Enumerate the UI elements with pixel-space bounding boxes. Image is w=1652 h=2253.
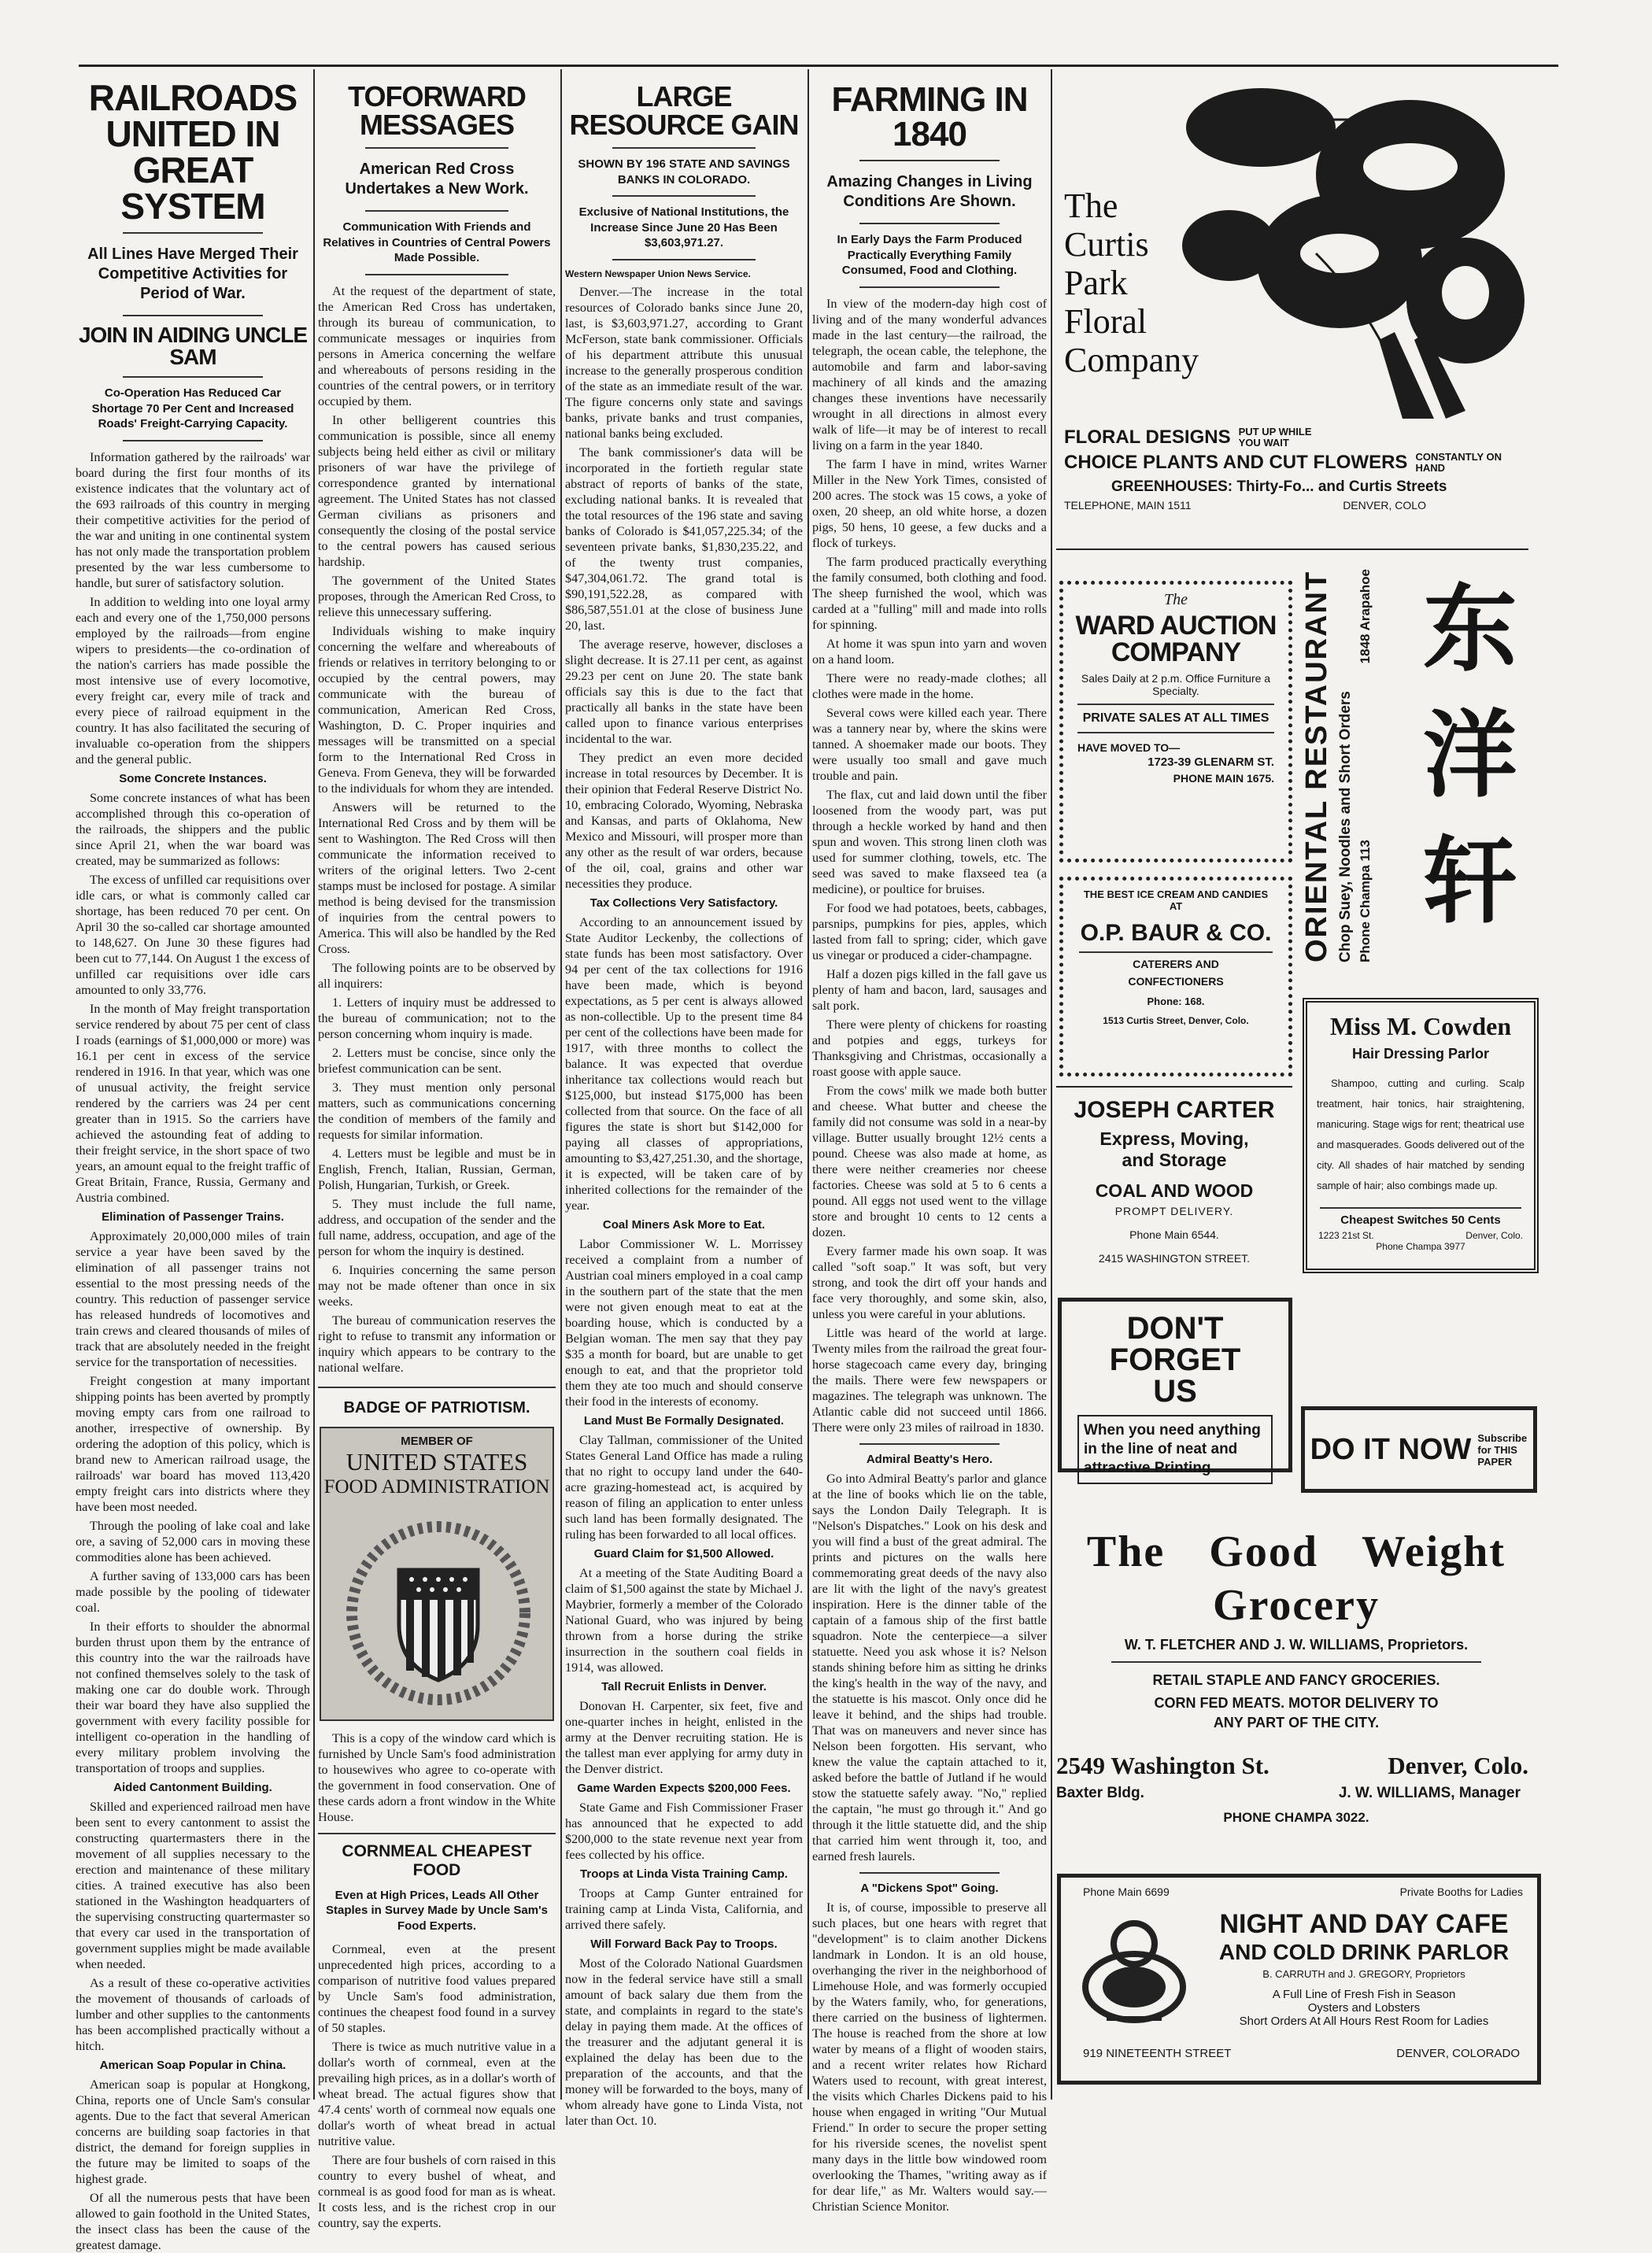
column-3 bbox=[565, 75, 803, 2128]
carter-delivery: PROMPT DELIVERY. bbox=[1114, 1205, 1234, 1217]
article-body bbox=[565, 1565, 803, 1675]
carter-coal: COAL AND WOOD bbox=[1095, 1180, 1254, 1201]
subhead: Game Warden Expects $200,000 Fees. bbox=[577, 1781, 791, 1795]
deck: Even at High Prices, Leads All Other Staples in Survey Made by Uncle Sam's Food Experts. bbox=[325, 1888, 548, 1933]
paragraph: In addition to welding into one loyal army each and every one of the 1,750,000 persons employed by the railroads—from engine wipers to presidents—the co-ordination of the nation's carriers has made possible the most intensive use of every locomotive, every freight car, every mile of track and every piece of railroad equipment in the country. It has also facilitated the securing of invaluable co-operation from the shippers and the general public. bbox=[76, 594, 310, 766]
paragraph: 2. Letters must be concise, since only the briefest communication can be sent. bbox=[318, 1045, 556, 1076]
ad-do-it-now bbox=[1301, 1406, 1537, 1493]
paragraph: Clay Tallman, commissioner of the United States General Land Office has made a ruling that no right to occupy land under the 640-acre grazing-homestead act, is acquired by reason of filing an application to enter unless such land has been formally designated. The ruling has been forwarded to all local offices. bbox=[565, 1432, 803, 1542]
paragraph: The following points are to be observed by all inquirers: bbox=[318, 960, 556, 991]
subhead-cornmeal: CORNMEAL CHEAPEST FOOD bbox=[342, 1841, 532, 1879]
oriental-address: 1848 Arapahoe bbox=[1358, 569, 1373, 664]
cafe-city: DENVER, COLORADO bbox=[1396, 2047, 1520, 2060]
deck: SHOWN BY 196 STATE AND SAVINGS BANKS IN COLORADO. bbox=[578, 157, 790, 187]
subhead: Elimination of Passenger Trains. bbox=[102, 1210, 284, 1224]
shield-emblem bbox=[321, 1507, 556, 1719]
badge-subtitle: FOOD ADMINISTRATION bbox=[323, 1476, 550, 1498]
paragraph: Cornmeal, even at the present unprecedented high prices, according to a comparison of nutritive food values prepared by Uncle Sam's food administration, continues the cheapest food found in a survey of 50 staples. bbox=[318, 1942, 556, 2035]
badge-title: UNITED STATES bbox=[346, 1447, 528, 1476]
paragraph: From the cows' milk we made both butter and cheese. What butter and cheese the family did not consume was sold in a near-by village. Butter usually brought 12½ cents a pound. Cheese was also made at home, as there were neither creameries nor cheese factories. Cheese was sold at 5 to 6 cents a pound. All eggs not used went to the village store and brought 10 cents to 12 cents a dozen. bbox=[812, 1083, 1047, 1239]
cafe-phone: Phone Main 6699 bbox=[1083, 1886, 1170, 1898]
cowden-phone: Phone Champa 3977 bbox=[1376, 1241, 1465, 1252]
paragraph: The farm produced practically everything the family consumed, both clothing and food. The sheep furnished the wool, which was carded at a "fulling" mill and made into rolls for spinning. bbox=[812, 554, 1047, 632]
article-body bbox=[565, 1956, 803, 2129]
paragraph: Freight congestion at many important shipping points has been averted by promptly moving empty cars from one railroad to another, irrespective of ownership. By ordering the adoption of this policy, which is brand new to American railroad usage, the railroads' war board has moved 113,420 empty freight cars into districts where they have been most needed. bbox=[76, 1373, 310, 1514]
separator bbox=[1079, 951, 1273, 953]
separator bbox=[365, 147, 508, 149]
subhead: American Soap Popular in China. bbox=[99, 2058, 286, 2072]
baur-tagline: THE BEST ICE CREAM AND CANDIES AT bbox=[1083, 888, 1269, 912]
article-body bbox=[76, 449, 310, 767]
separator bbox=[1077, 704, 1274, 705]
article-body bbox=[565, 914, 803, 1213]
cafe-name: NIGHT AND DAY CAFE bbox=[1219, 1909, 1509, 1939]
paragraph: As a result of these co-operative activities the movement of thousands of carloads of lumber and other supplies to the cantonments has been accomplished practically without a hitch. bbox=[76, 1975, 310, 2053]
carter-phone: Phone Main 6544. bbox=[1129, 1228, 1219, 1241]
ad-miss-cowden bbox=[1303, 998, 1539, 1273]
cowden-services: Shampoo, cutting and curling. Scalp treatment, hair tonics, hair straightening, manicuring. Stage wigs for rent; theatrical use and masquerades. Goods delivered out of the city. All shades of hair matched by sending sample of hair; also combings made up. bbox=[1317, 1077, 1524, 1191]
paragraph: Several cows were killed each year. There was a tannery near by, where the skins were tanned. A shoemaker made our boots. They were usually too small and gave much trouble and pain. bbox=[812, 705, 1047, 783]
paragraph: Labor Commissioner W. L. Morrissey received a complaint from a number of Austrian coal miners employed in a coal camp in the southern part of the state that the men were not given enough meat to eat at the boarding house, which is conducted by a Belgian woman. The men say that they pay $35 a month for board, but are unable to get enough to eat, and that the proprietor told them they ate too much and should conserve their food in the interests of economy. bbox=[565, 1236, 803, 1409]
cowden-subtitle: Hair Dressing Parlor bbox=[1351, 1046, 1490, 1062]
subhead: Some Concrete Instances. bbox=[119, 771, 267, 785]
oriental-phone: Phone Champa 113 bbox=[1358, 840, 1373, 962]
separator bbox=[318, 1387, 556, 1388]
cafe-booths: Private Booths for Ladies bbox=[1399, 1886, 1523, 1898]
ad-rule bbox=[1056, 548, 1528, 550]
paragraph: A further saving of 133,000 cars has been made possible by the pooling of tidewater coal. bbox=[76, 1568, 310, 1615]
article-body bbox=[76, 1799, 310, 2054]
separator bbox=[859, 1872, 1000, 1874]
separator bbox=[859, 223, 1000, 224]
floral-put-up: PUT UP WHILE YOU WAIT bbox=[1238, 426, 1312, 449]
baur-caterers: CATERERS AND bbox=[1133, 958, 1219, 970]
paragraph: Approximately 20,000,000 miles of train service a year have been saved by the elimination of all passenger trains not essential to the most pressing needs of the country. This reduction of passenger service has released hundreds of locomotives and train crews and cleared thousands of miles of track that are absolutely needed in the freight service for the transportation of necessities. bbox=[76, 1228, 310, 1369]
cowden-city: Denver, Colo. bbox=[1465, 1230, 1523, 1241]
article-body bbox=[318, 1941, 556, 2231]
floral-name-line: Floral bbox=[1064, 302, 1148, 341]
subhead: Will Forward Back Pay to Troops. bbox=[590, 1937, 778, 1951]
deck-join: JOIN IN AIDING UNCLE SAM bbox=[78, 323, 308, 369]
ward-private: PRIVATE SALES AT ALL TIMES bbox=[1082, 711, 1269, 725]
deck: Amazing Changes in Living Conditions Are Shown. bbox=[826, 173, 1033, 210]
ward-phone: PHONE MAIN 1675. bbox=[1173, 772, 1274, 785]
grocery-corn-fed: CORN FED MEATS. MOTOR DELIVERY TO bbox=[1154, 1695, 1439, 1711]
column-rule bbox=[808, 69, 809, 2100]
paragraph: The farm I have in mind, writes Warner Miller in the New York Times, consisted of 200 acres. The stock was 15 cows, a yoke of oxen, 20 sheep, an old white horse, a dozen pigs, 50 hens, 10 geese, a few ducks and a flock of turkeys. bbox=[812, 456, 1047, 550]
separator bbox=[123, 232, 264, 234]
paragraph: Donovan H. Carpenter, six feet, five and one-quarter inches in height, enlisted in the army at the Denver recruiting station. He is the tallest man ever applying for army duty in the Denver district. bbox=[565, 1698, 803, 1776]
grocery-city: Denver, Colo. bbox=[1388, 1752, 1528, 1779]
paragraph: In view of the modern-day high cost of living and of the many wonderful advances made in the last century—the railroad, the telegraph, the ocean cable, the telephone, the automobile and farm and labor-saving machinery of all kinds and the amazing changes these inventions have necessarily wrought in all directions in almost every walk of life—it may be of interest to recall living on a farm in the year 1840. bbox=[812, 296, 1047, 452]
floral-name-line: Park bbox=[1064, 264, 1128, 302]
floral-choice-plants: CHOICE PLANTS AND CUT FLOWERS bbox=[1064, 452, 1408, 473]
subhead: Aided Cantonment Building. bbox=[113, 1780, 272, 1794]
subhead: Guard Claim for $1,500 Allowed. bbox=[593, 1546, 774, 1560]
ad-good-weight-grocery bbox=[1056, 1527, 1536, 1849]
subhead: Troops at Linda Vista Training Camp. bbox=[580, 1867, 788, 1881]
grocery-any-part: ANY PART OF THE CITY. bbox=[1213, 1715, 1380, 1730]
column-rule bbox=[560, 69, 562, 2100]
article-body bbox=[76, 1228, 310, 1776]
cowden-switches: Cheapest Switches 50 Cents bbox=[1340, 1213, 1501, 1227]
ad-night-and-day-cafe bbox=[1057, 1874, 1541, 2085]
deck: In Early Days the Farm Produced Practically Everything Family Consumed, Food and Clothing. bbox=[837, 233, 1022, 277]
paragraph: For food we had potatoes, beets, cabbages, parsnips, pumpkins for pies, apples, which lasted from fall to spring; cider, which gave us vinegar or produced a cider-champagne. bbox=[812, 900, 1047, 962]
paragraph: At a meeting of the State Auditing Board a claim of $1,500 against the state by Michael J. Maybrier, formerly a member of the Colorado National Guard, who was injured by being thrown from a horse during the strike insurrection in the southern coal fields in 1914, was allowed. bbox=[565, 1565, 803, 1675]
subhead: BADGE OF PATRIOTISM. bbox=[343, 1398, 530, 1416]
paragraph: The flax, cut and laid down until the fiber loosened from the woody part, was put through a heckle worked by hand and then spun and woven. This strong linen cloth was used for summer clothing, towels, etc. The seed was saved to make flaxseed tea (a medicine), or poultice for bruises. bbox=[812, 787, 1047, 896]
separator bbox=[859, 1443, 1000, 1445]
paragraph: Every farmer made his own soap. It was called "soft soap." It was soft, but very strong, and took the dirt off your hands and face very thoroughly, and some skin, also, unless you were careful in your ablutions. bbox=[812, 1243, 1047, 1321]
article-body bbox=[76, 790, 310, 1206]
grocery-title: The Good Weight bbox=[1086, 1527, 1506, 1576]
chinese-character: 轩 bbox=[1423, 827, 1517, 936]
subhead: Land Must Be Formally Designated. bbox=[583, 1413, 785, 1428]
ward-moved: HAVE MOVED TO— bbox=[1077, 741, 1181, 754]
paragraph: In other belligerent countries this communication is possible, since all enemy subjects being held either as civil or military prisoners of war have the privilege of correspondence granted by international agreement. The United States has not classed German civilians as prisoners and consequently the closing of the postal service to the central powers has caused serious hardship. bbox=[318, 412, 556, 569]
baur-address: 1513 Curtis Street, Denver, Colo. bbox=[1103, 1015, 1249, 1026]
subhead: Admiral Beatty's Hero. bbox=[866, 1452, 993, 1466]
cafe-emblem bbox=[1075, 1912, 1193, 2030]
paragraph: There are four bushels of corn raised in this country to every bushel of wheat, and cornmeal is as good food for man as is wheat. It costs less, and is the richest crop in our country, say the experts. bbox=[318, 2153, 556, 2230]
floral-city: DENVER, COLO bbox=[1343, 499, 1426, 512]
separator bbox=[1111, 1661, 1481, 1663]
floral-designs: FLORAL DESIGNS bbox=[1064, 427, 1231, 448]
cafe-proprietors: B. CARRUTH and J. GREGORY, Proprietors bbox=[1262, 1968, 1465, 1980]
deck: Co-Operation Has Reduced Car Shortage 70 Per Cent and Increased Roads' Freight-Carrying Capacity. bbox=[91, 386, 294, 430]
column-4 bbox=[812, 75, 1047, 2214]
grocery-building: Baxter Bldg. bbox=[1056, 1785, 1144, 1801]
paragraph: The bank commissioner's data will be incorporated in the fortieth regular state abstract of reports of banks of the state, excluding national banks. It is revealed that the total resources of the 196 state and saving banks of Colorado is $41,057,225.34; of the seventeen private banks, $1,830,235.22, and of the twenty trust companies, $47,304,061.72. The grand total is $90,191,522.28, as compared with $86,587,551.01 at the close of business June 20, last. bbox=[565, 445, 803, 633]
headline-resource: LARGE RESOURCE GAIN bbox=[569, 80, 799, 141]
doitnow-title: DO IT NOW bbox=[1310, 1433, 1472, 1466]
cafe-fish: A Full Line of Fresh Fish in Season bbox=[1272, 1988, 1456, 2001]
paragraph: 5. They must include the full name, address, and occupation of the sender and the full name, address, occupation, and age of the person for whom the inquiry is destined. bbox=[318, 1196, 556, 1258]
deck: Exclusive of National Institutions, the Increase Since June 20 Has Been $3,603,971.27. bbox=[578, 205, 789, 249]
doitnow-subscribe: Subscribe for THIS PAPER bbox=[1477, 1431, 1528, 1468]
paragraph: It is, of course, impossible to preserve all such places, but one hears with regret that "development" is to claim another Dickens landmark in London. It is an old house, overhanging the river in the neighborhood of Limehouse Hole, and was formerly occupied by the Waters family, who, for generations, there carried on the business of lightermen. The house is reached from the shore at low water by means of a flight of wooden stairs, and a recent writer relates how Richard Waters used to recount, with great interest, the visits which Charles Dickens paid to his house when engaged in writing "Our Mutual Friend." In order to secure the proper setting for his riverside scenes, the novelist spent many days in the little bow windowed room overlooking the Thames, "writing away as if for dear life," as Mr. Walters would say.—Christian Science Monitor. bbox=[812, 1900, 1047, 2214]
badge-image bbox=[320, 1427, 554, 1721]
paragraph: 3. They must mention only personal matters, such as communications concerning the condition of members of the family and requests for similar information. bbox=[318, 1080, 556, 1142]
paragraph: There were plenty of chickens for roasting and potpies and eggs, turkeys for Thanksgiving and Christmas, occasionally a roast goose with apple sauce. bbox=[812, 1017, 1047, 1079]
paragraph: They predict an even more decided increase in total resources by December. It is their opinion that Federal Reserve District No. 10, embracing Colorado, Wyoming, Nebraska and Kansas, and parts of Oklahoma, New Mexico and Missouri, will prosper more than any other as the result of war orders, because of the oil, coal, grains and other war necessities they produce. bbox=[565, 750, 803, 891]
column-2 bbox=[318, 75, 556, 2230]
separator bbox=[612, 259, 755, 260]
paragraph: Of all the numerous pests that have been allowed to gain foothold in the United States, the insect class has been the cause of the greatest damage. bbox=[76, 2190, 310, 2252]
ad-oriental-restaurant bbox=[1297, 561, 1539, 978]
headline-farming: FARMING IN 1840 bbox=[831, 80, 1028, 153]
article-body bbox=[318, 283, 556, 1376]
paragraph: Little was heard of the world at large. Twenty miles from the railroad the great four-horse stagecoach came every day, bringing the mails. There were few newspapers or magazines. The telegraph was unknown. The Atlantic cable did not succeed until 1866. There were only 23 miles of railroad in 1830. bbox=[812, 1325, 1047, 1435]
article-body bbox=[812, 1900, 1047, 2214]
cafe-short-orders: Short Orders At All Hours Rest Room for Ladies bbox=[1239, 2015, 1489, 2028]
floral-constantly: CONSTANTLY ON HAND bbox=[1415, 451, 1502, 474]
paragraph: In the month of May freight transportation service rendered by about 75 per cent of class I roads (earnings of $1,000,000 or more) was 16.1 per cent in excess of the service rendered in 1916. In that year, which was one of unusual activity, the freight service rendered by the carriers was 24 per cent greater than in 1915. So the carriers have achieved the astounding feat of adding to their freight service, in the short space of two years, an amount equal to the freight traffic of Great Britain, France, Russia, Germany and Austria combined. bbox=[76, 1001, 310, 1205]
paragraph: Most of the Colorado National Guardsmen now in the federal service have still a small amount of back salary due them from the state, and complaints in regard to the state's delay in paying them made. At the offices of the treasurer and the adjutant general it is explained the delay has been due to the preparation of the accounts, and that the money will be forwarded to the boys, many of whom already have gone to Linda Vista, not later than Oct. 10. bbox=[565, 1956, 803, 2128]
paragraph: Troops at Camp Gunter entrained for training camp at Linda Vista, California, and arrived there safely. bbox=[565, 1886, 803, 1932]
paragraph: Go into Admiral Beatty's parlor and glance at the line of books which lie on the table, says the London Daily Telegraph. It is "Nelson's Dispatches." Look on his desk and you will find a bust of the great admiral. The prints and pictures on the walls here commemorating great deeds of the navy also are lit with the light of the navy's greatest inspiration. Here is the dinner table of the captain of a famous ship of the first battle squadron. Note the centerpiece—a silver statuette. Need you ask whose it is? Nelson stands shining before him as sitting he drinks the king's health in the way of the navy, and the statuette is his mascot. Only once did he leave it behind, and the ships had trouble. That was on maneuvers and never since has Nelson been forgotten. His servant, who knew the value the captain attached to it, asked before the battle of Jutland if he would stow the statuette safely away. "No," replied the captain, "he must go through it." And go through it the little statuette did, and the ship that carried him went through it, too, and earned fresh laurels. bbox=[812, 1471, 1047, 1863]
article-body bbox=[812, 1471, 1047, 1864]
separator bbox=[123, 376, 264, 378]
separator bbox=[123, 440, 264, 441]
ad-dont-forget-us bbox=[1058, 1298, 1292, 1476]
ward-name: WARD AUCTION COMPANY bbox=[1075, 611, 1277, 667]
headline-railroads: RAILROADS UNITED IN GREAT SYSTEM bbox=[88, 77, 298, 227]
paragraph: The excess of unfilled car requisitions over idle cars, or what is commonly called car shortage, has been reduced 70 per cent. On April 30 the so-called car shortage amounted to 148,627. On June 30 these figures had been cut to 77,144. On August 1 the excess of unfilled car requisitions over idle cars amounted to only 33,776. bbox=[76, 872, 310, 997]
grocery-retail: RETAIL STAPLE AND FANCY GROCERIES. bbox=[1152, 1672, 1440, 1688]
dontforget-body: When you need anything in the line of neat and attractive Printing. bbox=[1077, 1415, 1273, 1484]
cafe-name-2: AND COLD DRINK PARLOR bbox=[1218, 1940, 1510, 1964]
carter-express: Express, Moving, bbox=[1099, 1128, 1249, 1149]
grocery-proprietors: W. T. FLETCHER AND J. W. WILLIAMS, Proprietors. bbox=[1124, 1637, 1469, 1653]
paragraph: According to an announcement issued by State Auditor Leckenby, the collections of state funds has been most satisfactory. Over 94 per cent of the tax collections for 1916 have been made, which is beyond expectations, as 5 per cent is always allowed as non-collectible. Up to the present time 84 per cent of the collections have been made for 1917, with three months to collect the balance. It was expected that overdue inheritance tax collections would reach but $125,000, but instead $175,000 has been collected from that source. On the face of all figures the state is short but $142,000 for paying all classes of appropriations, amounting to $3,427,251.30, and the shortage, it is expected, will be taken care of by inherited collections for the remainder of the year. bbox=[565, 914, 803, 1213]
separator bbox=[318, 1833, 556, 1834]
chinese-character: 东 bbox=[1423, 575, 1517, 685]
separator bbox=[1077, 732, 1274, 733]
article-body bbox=[565, 1800, 803, 1863]
paragraph: The government of the United States proposes, through the American Red Cross, to relieve this unnecessary suffering. bbox=[318, 573, 556, 619]
paragraph: 1. Letters of inquiry must be addressed to the bureau of communication; not to the person concerning whom inquiry is made. bbox=[318, 995, 556, 1041]
paragraph: Information gathered by the railroads' war board during the first four months of its existence indicates that the voluntary act of the 693 railroads of this country in merging their competitive activities for the period of the war and uniting in one continental system has not only made the transportation problem presented by the war less cumbersome to handle, but surer of satisfactory solution. bbox=[76, 449, 310, 590]
paragraph: This is a copy of the window card which is furnished by Uncle Sam's food administration to housewives who agree to co-operate with the government in food conservation. One of these cards adorn a front window in the White House. bbox=[318, 1730, 556, 1824]
deck: Communication With Friends and Relatives in Countries of Central Powers Made Possible. bbox=[323, 220, 551, 264]
paragraph: At home it was spun into yarn and woven on a hand loom. bbox=[812, 636, 1047, 667]
top-rule bbox=[79, 65, 1558, 67]
paragraph: Skilled and experienced railroad men have been sent to every cantonment to assist the constructing quartermasters there in the movement of all supplies necessary to the erection and maintenance of these military cities. A trained executive has also been stationed in the Washington headquarters of the supervising constructing quartermaster so that every car used in the transportation of government supplies might be made available when needed. bbox=[76, 1799, 310, 1971]
grocery-title-2: Grocery bbox=[1213, 1581, 1380, 1630]
cowden-name: Miss M. Cowden bbox=[1329, 1012, 1512, 1040]
paragraph: The average reserve, however, discloses a slight decrease. It is 27.11 per cent, as against 29.23 per cent on June 20. The state bank officials say this is due to the fact that practically all banks in the state have been called upon to finance various enterprises incidental to the war. bbox=[565, 637, 803, 746]
carter-name: JOSEPH CARTER bbox=[1074, 1097, 1275, 1123]
ward-sales: Sales Daily at 2 p.m. Office Furniture a Specialty. bbox=[1081, 672, 1271, 697]
column-rule bbox=[313, 69, 315, 2100]
grocery-manager: J. W. WILLIAMS, Manager bbox=[1338, 1785, 1521, 1801]
floral-greenhouses: GREENHOUSES: Thirty-Fo... and Curtis Streets bbox=[1111, 478, 1447, 495]
badge-member: MEMBER OF bbox=[401, 1434, 473, 1448]
separator bbox=[859, 160, 1000, 161]
article-body bbox=[565, 1698, 803, 1777]
baur-name: O.P. BAUR & CO. bbox=[1080, 920, 1272, 946]
paragraph: There is twice as much nutritive value in a dollar's worth of cornmeal, even at the prevailing high prices, as in a dollar's worth of wheat bread. The actual figures show that 47.4 cents' worth of cornmeal now equals one dollar's worth of wheat bread in actual nutritive value. bbox=[318, 2040, 556, 2148]
separator bbox=[612, 195, 755, 197]
paragraph: Answers will be returned to the International Red Cross and by them will be sent to Washington. The Red Cross will then communicate the information received to writers of the original letters. Two 2-cent stamps must be inclosed for postage. A similar method is being devised for the transmission of inquiries from the central powers to America. This will also be handled by the Red Cross. bbox=[318, 800, 556, 956]
separator bbox=[123, 315, 264, 316]
paragraph: In their efforts to shoulder the abnormal burden thrust upon them by the entrance of this country into the war the railroads have not confined themselves solely to the task of making one car do double work. Through their war board they have also supplied the government with every facility possible for intelligent co-operation in the handling of every military problem involving the transportation of troops and supplies. bbox=[76, 1619, 310, 1775]
separator bbox=[1056, 1086, 1292, 1088]
article-body bbox=[565, 284, 803, 892]
deck: All Lines Have Merged Their Competitive Activities for Period of War. bbox=[87, 246, 298, 302]
cafe-address: 919 NINETEENTH STREET bbox=[1083, 2047, 1232, 2060]
column-1 bbox=[76, 75, 310, 2252]
carter-address: 2415 WASHINGTON STREET. bbox=[1098, 1252, 1251, 1265]
paragraph: At the request of the department of state, the American Red Cross has undertaken, through its bureau of communication, to communicate messages or inquiries from persons in America concerning the welfare and whereabouts of persons residing in the countries of the central powers, or in territory occupied by them. bbox=[318, 283, 556, 408]
article-body bbox=[812, 296, 1047, 1435]
floral-telephone: TELEPHONE, MAIN 1511 bbox=[1064, 499, 1192, 512]
separator bbox=[859, 286, 1000, 288]
ad-op-baur bbox=[1059, 877, 1292, 1077]
cafe-oysters: Oysters and Lobsters bbox=[1307, 2001, 1421, 2015]
paragraph: Half a dozen pigs killed in the fall gave us plenty of ham and bacon, lard, sausages and salt pork. bbox=[812, 966, 1047, 1013]
grocery-address: 2549 Washington St. bbox=[1056, 1752, 1269, 1779]
oriental-menu: Chop Suey, Noodles and Short Orders bbox=[1337, 691, 1354, 962]
paragraph: 6. Inquiries concerning the same person may not be made oftener than once in six weeks. bbox=[318, 1262, 556, 1309]
paragraph: Through the pooling of lake coal and lake ore, a saving of 52,000 cars in moving these commodities alone has been achieved. bbox=[76, 1518, 310, 1564]
article-body bbox=[565, 1236, 803, 1409]
dontforget-title: DON'T FORGET bbox=[1109, 1311, 1241, 1377]
separator bbox=[365, 210, 508, 212]
article-body bbox=[318, 1730, 556, 1825]
deck: American Red Cross Undertakes a New Work. bbox=[345, 161, 529, 198]
cowden-address: 1223 21st St. bbox=[1318, 1230, 1374, 1241]
carter-storage: and Storage bbox=[1122, 1150, 1227, 1170]
paragraph: Individuals wishing to make inquiry concerning the welfare and whereabouts of friends or relatives in territory belonging to or occupied by the central powers, may communicate with the bureau of communication, American Red Cross, Washington, D. C. Proper inquiries and messages will be transmitted on a special form to the International Red Cross in Geneva. From Geneva, they will be forwarded to the individuals for whom they are intended. bbox=[318, 623, 556, 796]
subhead: Tax Collections Very Satisfactory. bbox=[589, 896, 778, 910]
baur-phone: Phone: 168. bbox=[1147, 995, 1205, 1007]
separator bbox=[612, 147, 755, 149]
separator bbox=[365, 274, 508, 275]
subhead: Tall Recruit Enlists in Denver. bbox=[601, 1679, 767, 1693]
column-rule bbox=[1051, 69, 1052, 2100]
baur-confectioners: CONFECTIONERS bbox=[1128, 975, 1224, 988]
paragraph: 4. Letters must be legible and must be in English, French, Italian, Russian, German, Polish, Hungarian, Turkish, or Greek. bbox=[318, 1146, 556, 1192]
floral-name-line: The bbox=[1064, 187, 1118, 225]
paragraph: American soap is popular at Hongkong, China, reports one of Uncle Sam's consular agents. Due to the fact that several American concerns are building soap factories in that district, the demand for foreign supplies in the future may be limited to soaps of the highest grade. bbox=[76, 2077, 310, 2186]
ad-curtis-park-floral bbox=[1056, 72, 1536, 545]
headline-messages: TOFORWARD MESSAGES bbox=[348, 80, 526, 141]
paragraph: There were no ready-made clothes; all clothes were made in the home. bbox=[812, 670, 1047, 701]
ward-the: The bbox=[1164, 591, 1188, 608]
article-body bbox=[565, 1886, 803, 1933]
ward-address: 1723-39 GLENARM ST. bbox=[1148, 755, 1274, 769]
article-body bbox=[565, 1432, 803, 1542]
paragraph: State Game and Fish Commissioner Fraser has announced that he expected to add $200,000 to the state revenue next year from fees collected by his office. bbox=[565, 1800, 803, 1862]
ad-joseph-carter bbox=[1056, 1086, 1292, 1283]
paragraph: Denver.—The increase in the total resources of Colorado banks since June 20, last, is $3,603,971.27, according to Grant McFerson, state bank commissioner. Officials of his department attribute this unusual increase to the generally prosperous condition of the state as an immediate result of the war. The figure concerns only state and savings banks, private banks and trust companies, national banks being excluded. bbox=[565, 284, 803, 441]
chinese-character: 洋 bbox=[1423, 701, 1517, 811]
paragraph: The bureau of communication reserves the right to refuse to transmit any information or inquiry which appears to be contrary to the national welfare. bbox=[318, 1313, 556, 1375]
oriental-name: ORIENTAL RESTAURANT bbox=[1300, 570, 1333, 962]
separator bbox=[1320, 1207, 1521, 1209]
floral-name-line: Company bbox=[1064, 341, 1199, 379]
ad-ward-auction bbox=[1059, 581, 1292, 862]
dontforget-us: US bbox=[1153, 1374, 1197, 1409]
grocery-phone: PHONE CHAMPA 3022. bbox=[1223, 1810, 1369, 1825]
dateline: Western Newspaper Union News Service. bbox=[565, 268, 751, 279]
paragraph: Some concrete instances of what has been accomplished through this co-operation of the railroads, the shippers and the public since April 21, when the war board was created, may be summarized as follows: bbox=[76, 790, 310, 868]
subhead: A "Dickens Spot" Going. bbox=[860, 1881, 999, 1895]
article-body bbox=[76, 2077, 310, 2253]
floral-name-line: Curtis bbox=[1064, 225, 1149, 264]
subhead: Coal Miners Ask More to Eat. bbox=[602, 1217, 766, 1232]
